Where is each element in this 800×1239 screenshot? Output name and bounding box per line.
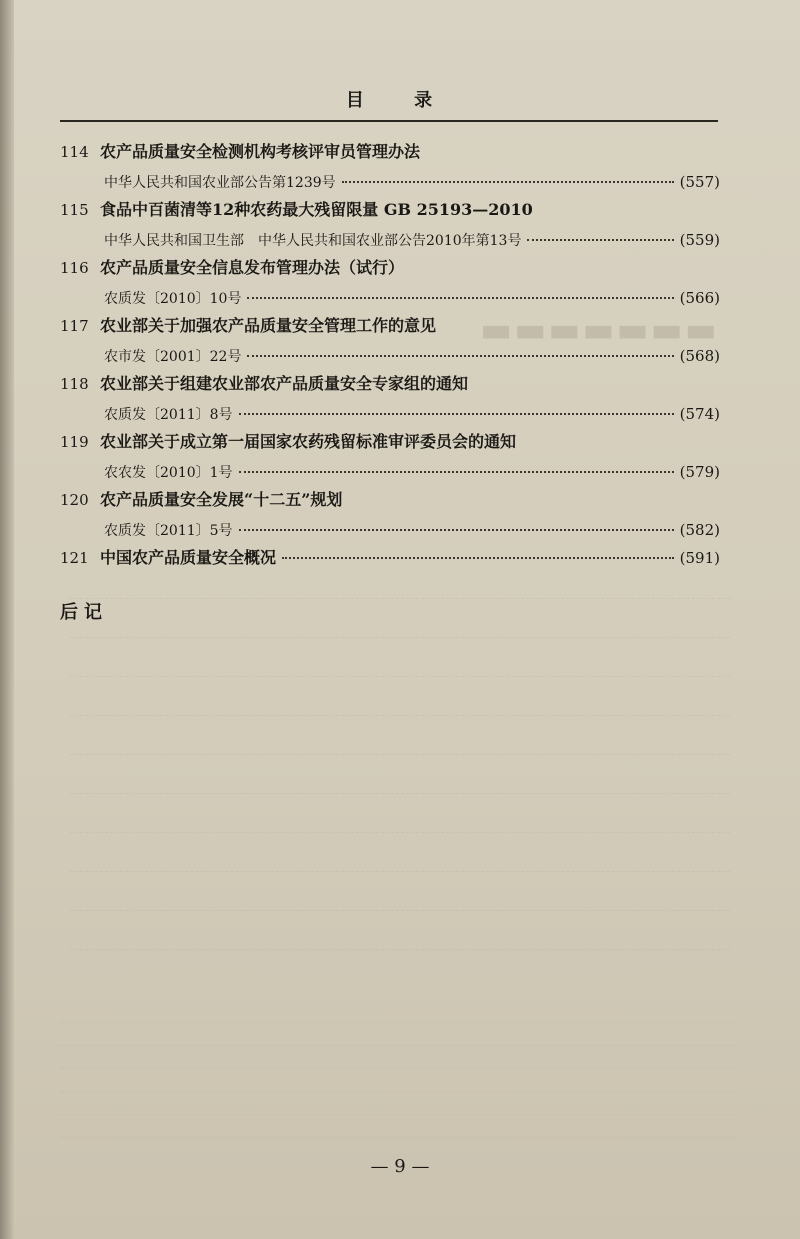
- toc-entry-page: (579): [679, 463, 720, 481]
- toc-entry-number: 118: [60, 375, 89, 393]
- header-rule: [60, 120, 718, 122]
- toc-entry-page: (574): [679, 405, 720, 423]
- dot-leader: [247, 297, 673, 299]
- toc-entry[interactable]: [60, 254, 720, 312]
- toc-entry-source: 农质发〔2011〕5号: [104, 523, 233, 539]
- toc-entry-number: 116: [60, 259, 89, 277]
- toc-entry-title: 农产品质量安全发展“十二五”规划: [100, 490, 343, 509]
- dot-leader: [239, 529, 674, 531]
- toc-entry-title: 农业部关于组建农业部农产品质量安全专家组的通知: [100, 374, 469, 393]
- toc-entry-source: 农农发〔2010〕1号: [104, 465, 233, 481]
- toc-entry-page: (566): [679, 289, 720, 307]
- toc-entry-heading: [60, 196, 533, 224]
- page-number: — 9 —: [370, 1156, 430, 1177]
- toc-entry-source-line: [104, 400, 720, 428]
- dot-leader: [239, 413, 674, 415]
- toc-entry-heading: [60, 428, 516, 456]
- toc-entry[interactable]: [60, 544, 720, 576]
- toc-entry-heading: [60, 370, 468, 398]
- toc-entry-source-line: [104, 226, 720, 254]
- toc-entry-source-line: [104, 284, 720, 312]
- toc-entry-number: 114: [60, 143, 89, 161]
- toc-entry-source: 农质发〔2011〕8号: [104, 407, 233, 423]
- toc-entry-source: 中华人民共和国农业部公告第1239号: [104, 175, 336, 191]
- toc-entry-source-line: [104, 168, 720, 196]
- toc-entry-number: 120: [60, 491, 89, 509]
- toc-entry[interactable]: [60, 428, 720, 486]
- dot-leader: [239, 471, 674, 473]
- toc-entry-source: 农市发〔2001〕22号: [104, 349, 242, 365]
- afterword-heading[interactable]: 后记: [60, 602, 108, 623]
- toc-entry-number: 115: [60, 201, 89, 219]
- toc-entry[interactable]: [60, 196, 720, 254]
- toc-entry-page: (559): [679, 231, 720, 249]
- toc-entry-number: 117: [60, 317, 89, 335]
- table-of-contents: [60, 138, 720, 576]
- dot-leader: [342, 181, 674, 183]
- toc-entry[interactable]: [60, 370, 720, 428]
- toc-entry-heading: [60, 138, 420, 166]
- toc-entry-source-line: [104, 516, 720, 544]
- toc-entry-source: 农质发〔2010〕10号: [104, 291, 242, 307]
- show-through-lines: [70, 560, 730, 950]
- toc-entry-heading: [60, 254, 404, 282]
- toc-entry-title: 农业部关于成立第一届国家农药残留标准审评委员会的通知: [100, 432, 517, 451]
- toc-entry-number: 119: [60, 433, 89, 451]
- toc-entry-page: (591): [679, 549, 720, 567]
- dot-leader: [247, 355, 673, 357]
- dot-leader: [282, 557, 674, 559]
- toc-entry-source-line: [104, 458, 720, 486]
- show-through-footnote: [60, 1000, 740, 1138]
- toc-entry-source: 中华人民共和国卫生部 中华人民共和国农业部公告2010年第13号: [104, 233, 522, 249]
- toc-entry-source-line: [104, 342, 720, 370]
- spine-shadow: [0, 0, 14, 1239]
- toc-entry-heading: [60, 312, 436, 340]
- toc-entry-page: (568): [679, 347, 720, 365]
- toc-entry[interactable]: [60, 312, 720, 370]
- dot-leader: [527, 239, 673, 241]
- toc-entry-heading: [60, 544, 720, 572]
- toc-entry-title: 农业部关于加强农产品质量安全管理工作的意见: [100, 316, 437, 335]
- toc-entry-title: 农产品质量安全检测机构考核评审员管理办法: [100, 142, 421, 161]
- toc-entry-title: 中国农产品质量安全概况: [100, 548, 277, 567]
- page-header-title: 目 录: [345, 90, 455, 111]
- toc-entry-heading: [60, 486, 342, 514]
- toc-entry[interactable]: [60, 486, 720, 544]
- toc-entry-title: 食品中百菌清等12种农药最大残留限量 GB 25193—2010: [100, 200, 533, 219]
- toc-entry-page: (582): [679, 521, 720, 539]
- toc-entry[interactable]: [60, 138, 720, 196]
- toc-entry-title: 农产品质量安全信息发布管理办法（试行）: [100, 258, 405, 277]
- toc-entry-number: 121: [60, 549, 89, 567]
- toc-entry-page: (557): [679, 173, 720, 191]
- show-through-heading: ▬▬▬▬▬▬▬: [480, 310, 719, 350]
